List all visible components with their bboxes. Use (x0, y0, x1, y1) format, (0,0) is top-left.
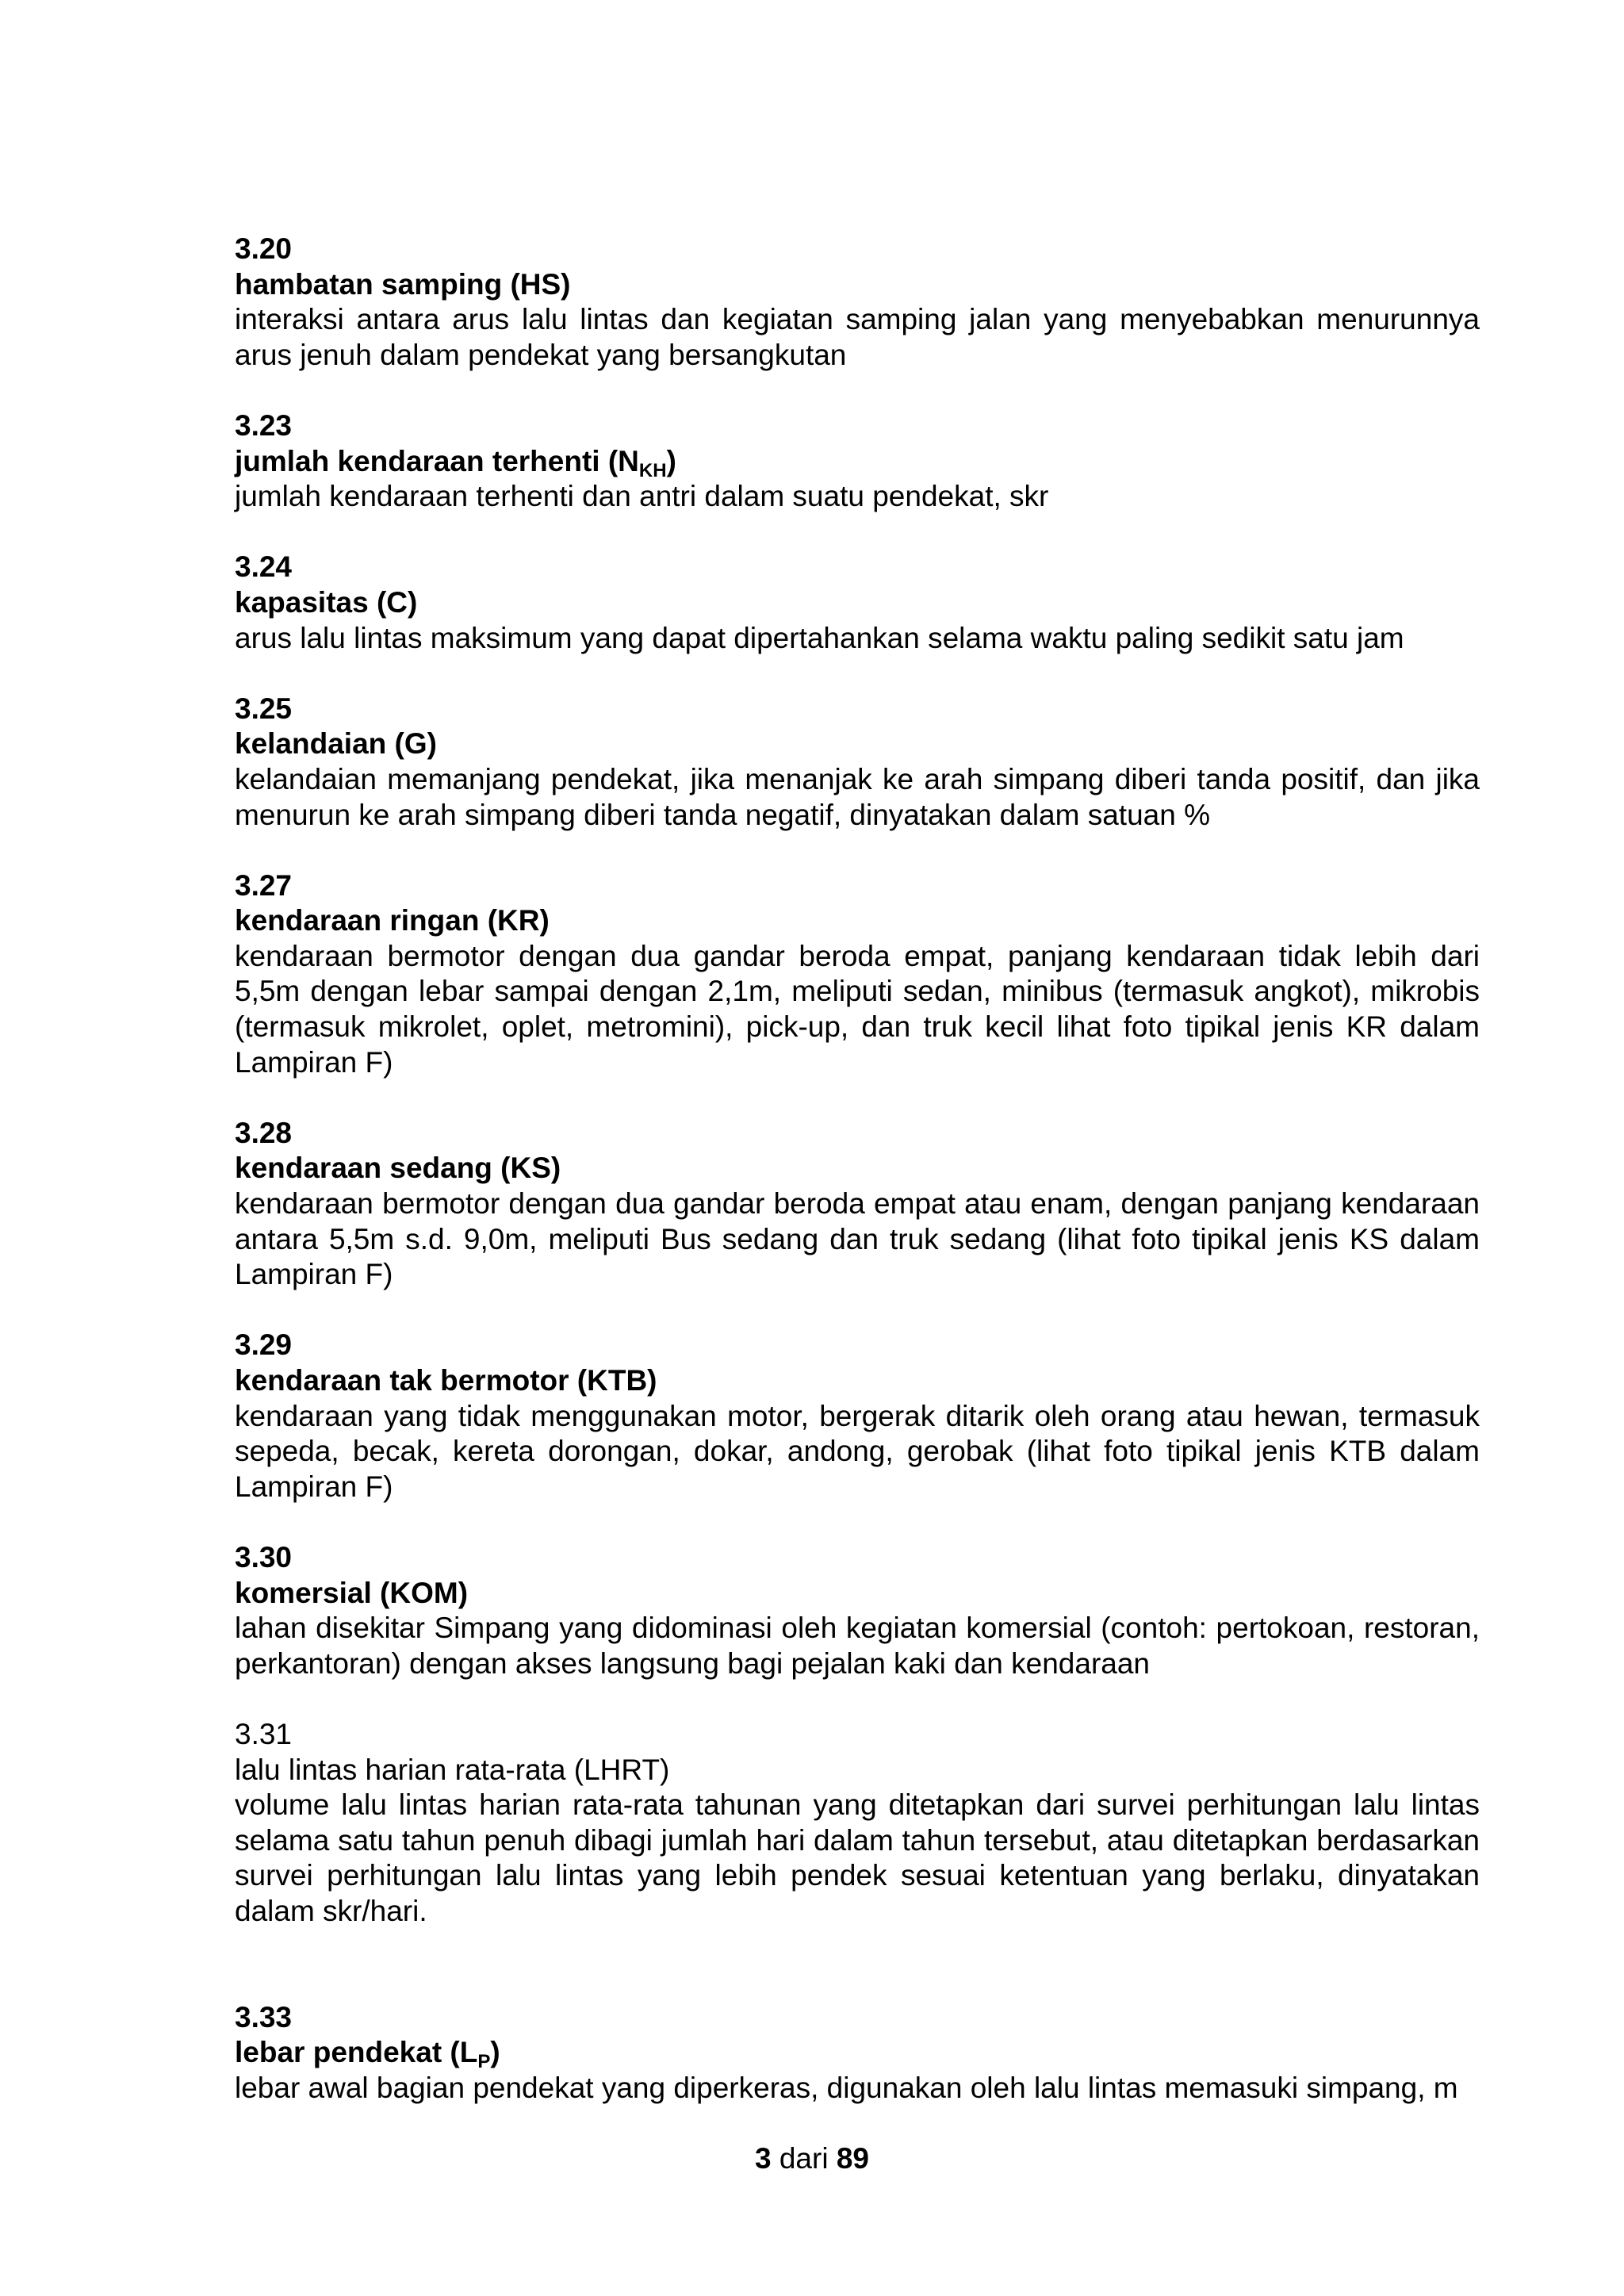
entry-number: 3.31 (235, 1717, 293, 1750)
term-close: ) (490, 2036, 500, 2069)
entry-3-25 (235, 692, 1480, 833)
entry-number: 3.28 (235, 1116, 293, 1149)
entry-term: kendaraan ringan (KR) (235, 904, 550, 937)
entry-term (235, 444, 1480, 480)
term-subscript: KH (638, 459, 667, 481)
entry-term (235, 2035, 1480, 2071)
entry-3-27 (235, 868, 1480, 1081)
entry-term: kelandaian (G) (235, 727, 437, 761)
entry-definition: kendaraan bermotor dengan dua gandar beroda empat, panjang kendaraan tidak lebih dari 5,5m dengan lebar sampai dengan 2,1m, meliputi sedan, minibus (termasuk angkot), mikrobis (termasuk mikrolet, oplet, metromini), pick-up, dan truk kecil lihat foto tipikal jenis KR dalam Lampiran F) (235, 939, 1480, 1079)
document-body (235, 232, 1480, 2106)
entry-term: hambatan samping (HS) (235, 267, 571, 301)
entry-term: kendaraan tak bermotor (KTB) (235, 1364, 657, 1397)
term-text: lebar pendekat (L (235, 2036, 478, 2069)
entry-term: komersial (KOM) (235, 1576, 469, 1609)
entry-3-29 (235, 1328, 1480, 1504)
entry-term: lalu lintas harian rata-rata (LHRT) (235, 1753, 670, 1786)
term-subscript: P (477, 2051, 491, 2073)
entry-definition: lahan disekitar Simpang yang didominasi oleh kegiatan komersial (contoh: pertokoan, restoran, perkantoran) dengan akses langsung bagi pejalan kaki dan kendaraan (235, 1612, 1480, 1680)
entry-3-24 (235, 550, 1480, 656)
entry-3-23 (235, 408, 1480, 515)
page-number: 3 (755, 2142, 772, 2175)
entry-definition: kendaraan yang tidak menggunakan motor, bergerak ditarik oleh orang atau hewan, termasuk sepeda, becak, kereta dorongan, dokar, andong, gerobak (lihat foto tipikal jenis KTB dalam Lampiran F) (235, 1399, 1480, 1503)
entry-number: 3.23 (235, 408, 293, 442)
entry-number: 3.25 (235, 692, 293, 725)
page-total: 89 (836, 2142, 869, 2175)
entry-definition: kendaraan bermotor dengan dua gandar beroda empat atau enam, dengan panjang kendaraan antara 5,5m s.d. 9,0m, meliputi Bus sedang dan truk sedang (lihat foto tipikal jenis KS dalam Lampiran F) (235, 1187, 1480, 1291)
entry-3-20 (235, 232, 1480, 373)
page-footer (0, 2141, 1624, 2176)
entry-3-30 (235, 1540, 1480, 1681)
entry-3-31 (235, 1717, 1480, 1930)
entry-term: kendaraan sedang (KS) (235, 1152, 561, 1185)
entry-definition: interaksi antara arus lalu lintas dan kegiatan samping jalan yang menyebabkan menurunnya arus jenuh dalam pendekat yang bersangkutan (235, 303, 1480, 371)
entry-definition: volume lalu lintas harian rata-rata tahunan yang ditetapkan dari survei perhitungan lalu lintas selama satu tahun penuh dibagi jumlah hari dalam tahun tersebut, atau ditetapkan berdasarkan survei perhitungan lalu lintas yang lebih pendek sesuai ketentuan yang berlaku, dinyatakan dalam skr/hari. (235, 1788, 1480, 1927)
entry-definition: arus lalu lintas maksimum yang dapat dipertahankan selama waktu paling sedikit satu jam (235, 621, 1404, 654)
entry-3-33 (235, 2000, 1480, 2106)
page-separator: dari (779, 2142, 829, 2175)
entry-definition: kelandaian memanjang pendekat, jika menanjak ke arah simpang diberi tanda positif, dan jika menurun ke arah simpang diberi tanda negatif, dinyatakan dalam satuan % (235, 762, 1480, 831)
entry-number: 3.24 (235, 550, 293, 584)
entry-3-28 (235, 1116, 1480, 1293)
entry-term: kapasitas (C) (235, 585, 418, 619)
entry-number: 3.33 (235, 2000, 293, 2033)
entry-definition: lebar awal bagian pendekat yang diperkeras, digunakan oleh lalu lintas memasuki simpang, m (235, 2071, 1458, 2104)
entry-number: 3.20 (235, 232, 293, 265)
term-close: ) (666, 444, 676, 477)
entry-number: 3.27 (235, 868, 293, 902)
entry-number: 3.29 (235, 1328, 293, 1362)
entry-number: 3.30 (235, 1540, 293, 1573)
entry-definition: jumlah kendaraan terhenti dan antri dalam suatu pendekat, skr (235, 480, 1049, 513)
term-text: jumlah kendaraan terhenti (N (235, 444, 639, 477)
